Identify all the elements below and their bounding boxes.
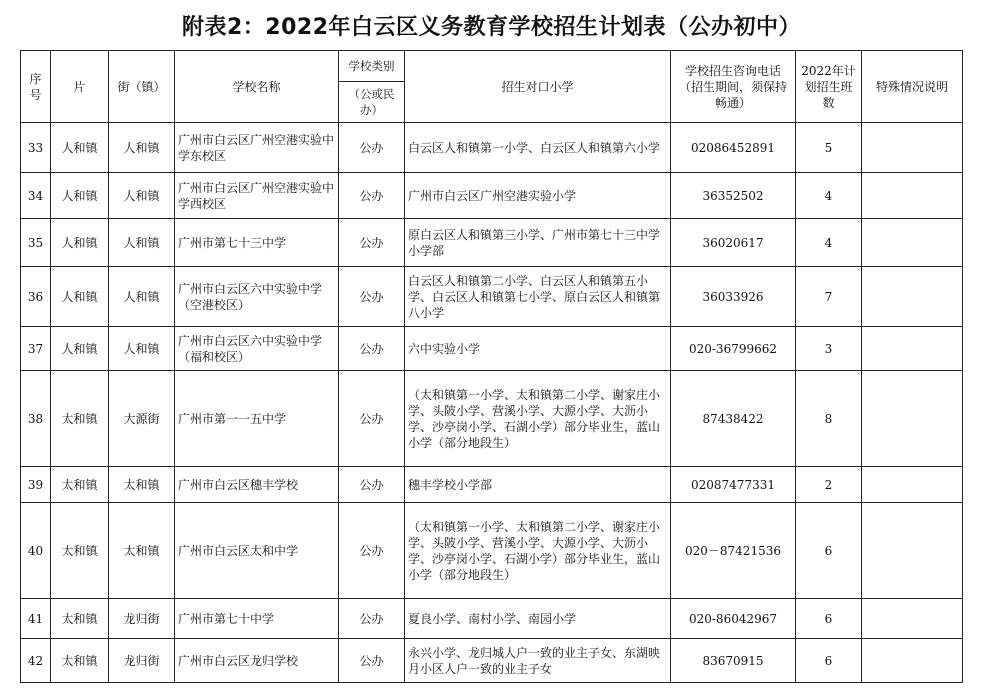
cell-area: 太和镇 <box>51 467 109 503</box>
enrollment-plan-table <box>20 50 963 683</box>
cell-notes <box>862 327 963 371</box>
cell-seq: 34 <box>21 173 51 219</box>
cell-feeder: （太和镇第一小学、太和镇第二小学、谢家庄小学、头陂小学、营溪小学、大源小学、大沥小学、沙亭岗小学、石湖小学）部分毕业生，蓝山小学（部分地段生） <box>405 503 671 599</box>
cell-street: 人和镇 <box>109 327 175 371</box>
cell-school-type: 公办 <box>339 371 405 467</box>
cell-feeder: 白云区人和镇第一小学、白云区人和镇第六小学 <box>405 123 671 173</box>
cell-feeder: 白云区人和镇第二小学、白云区人和镇第五小学、白云区人和镇第七小学、原白云区人和镇第八小学 <box>405 267 671 327</box>
cell-school-type: 公办 <box>339 639 405 683</box>
cell-seq: 38 <box>21 371 51 467</box>
cell-phone: 36020617 <box>671 219 796 267</box>
table-row <box>21 219 963 267</box>
cell-phone: 83670915 <box>671 639 796 683</box>
page-title: 附表2：2022年白云区义务教育学校招生计划表（公办初中） <box>181 15 802 40</box>
cell-notes <box>862 219 963 267</box>
cell-classes: 6 <box>796 639 862 683</box>
cell-seq: 36 <box>21 267 51 327</box>
cell-seq: 35 <box>21 219 51 267</box>
cell-street: 太和镇 <box>109 467 175 503</box>
cell-seq: 39 <box>21 467 51 503</box>
cell-street: 人和镇 <box>109 267 175 327</box>
header-seq: 序号 <box>21 51 51 123</box>
cell-phone: 36033926 <box>671 267 796 327</box>
cell-notes <box>862 267 963 327</box>
cell-street: 大源街 <box>109 371 175 467</box>
cell-classes: 7 <box>796 267 862 327</box>
cell-feeder: 广州市白云区广州空港实验小学 <box>405 173 671 219</box>
cell-feeder: 夏良小学、南村小学、南园小学 <box>405 599 671 639</box>
cell-school-type: 公办 <box>339 467 405 503</box>
table-row <box>21 371 963 467</box>
cell-notes <box>862 173 963 219</box>
table-row <box>21 173 963 219</box>
table-row <box>21 503 963 599</box>
cell-classes: 5 <box>796 123 862 173</box>
cell-feeder: 原白云区人和镇第三小学、广州市第七十三中学小学部 <box>405 219 671 267</box>
cell-phone: 87438422 <box>671 371 796 467</box>
cell-area: 太和镇 <box>51 503 109 599</box>
cell-feeder: （太和镇第一小学、太和镇第二小学、谢家庄小学、头陂小学、营溪小学、大源小学、大沥小学、沙亭岗小学、石湖小学）部分毕业生，蓝山小学（部分地段生） <box>405 371 671 467</box>
table-row <box>21 123 963 173</box>
cell-street: 人和镇 <box>109 123 175 173</box>
cell-area: 人和镇 <box>51 267 109 327</box>
cell-classes: 8 <box>796 371 862 467</box>
cell-seq: 40 <box>21 503 51 599</box>
table-row <box>21 639 963 683</box>
cell-area: 太和镇 <box>51 371 109 467</box>
cell-feeder: 穗丰学校小学部 <box>405 467 671 503</box>
table-row <box>21 467 963 503</box>
table-row <box>21 327 963 371</box>
cell-feeder: 六中实验小学 <box>405 327 671 371</box>
cell-area: 人和镇 <box>51 219 109 267</box>
cell-school-name: 广州市白云区太和中学 <box>175 503 339 599</box>
header-street: 街（镇） <box>109 51 175 123</box>
cell-classes: 2 <box>796 467 862 503</box>
table-row <box>21 599 963 639</box>
header-notes: 特殊情况说明 <box>862 51 963 123</box>
cell-school-type: 公办 <box>339 219 405 267</box>
cell-school-type: 公办 <box>339 123 405 173</box>
cell-school-type: 公办 <box>339 173 405 219</box>
cell-phone: 020-36799662 <box>671 327 796 371</box>
cell-phone: 020－87421536 <box>671 503 796 599</box>
cell-phone: 36352502 <box>671 173 796 219</box>
cell-school-name: 广州市白云区穗丰学校 <box>175 467 339 503</box>
cell-classes: 6 <box>796 503 862 599</box>
cell-notes <box>862 371 963 467</box>
header-area: 片 <box>51 51 109 123</box>
cell-phone: 02087477331 <box>671 467 796 503</box>
cell-seq: 37 <box>21 327 51 371</box>
header-feeder: 招生对口小学 <box>405 51 671 123</box>
cell-school-name: 广州市白云区六中实验中学（空港校区） <box>175 267 339 327</box>
cell-area: 太和镇 <box>51 639 109 683</box>
cell-notes <box>862 639 963 683</box>
cell-school-name: 广州市白云区广州空港实验中学西校区 <box>175 173 339 219</box>
cell-area: 人和镇 <box>51 327 109 371</box>
cell-notes <box>862 123 963 173</box>
cell-classes: 4 <box>796 173 862 219</box>
cell-school-type: 公办 <box>339 327 405 371</box>
table-row <box>21 267 963 327</box>
cell-school-name: 广州市白云区六中实验中学（福和校区） <box>175 327 339 371</box>
cell-classes: 6 <box>796 599 862 639</box>
cell-notes <box>862 467 963 503</box>
cell-street: 太和镇 <box>109 503 175 599</box>
cell-area: 人和镇 <box>51 173 109 219</box>
cell-school-name: 广州市第七十中学 <box>175 599 339 639</box>
cell-school-name: 广州市白云区龙归学校 <box>175 639 339 683</box>
cell-seq: 42 <box>21 639 51 683</box>
cell-phone: 020-86042967 <box>671 599 796 639</box>
cell-school-type: 公办 <box>339 503 405 599</box>
cell-school-name: 广州市第一一五中学 <box>175 371 339 467</box>
cell-notes <box>862 599 963 639</box>
cell-school-type: 公办 <box>339 267 405 327</box>
header-school-type-sub: （公或民办） <box>339 82 405 123</box>
cell-phone: 02086452891 <box>671 123 796 173</box>
cell-school-type: 公办 <box>339 599 405 639</box>
header-classes: 2022年计划招生班数 <box>796 51 862 123</box>
cell-area: 人和镇 <box>51 123 109 173</box>
cell-school-name: 广州市第七十三中学 <box>175 219 339 267</box>
cell-feeder: 永兴小学、龙归城人户一致的业主子女、东湖映月小区人户一致的业主子女 <box>405 639 671 683</box>
cell-street: 龙归街 <box>109 639 175 683</box>
cell-classes: 3 <box>796 327 862 371</box>
cell-street: 人和镇 <box>109 219 175 267</box>
cell-classes: 4 <box>796 219 862 267</box>
header-phone: 学校招生咨询电话（招生期间，须保持畅通） <box>671 51 796 123</box>
cell-seq: 33 <box>21 123 51 173</box>
cell-area: 太和镇 <box>51 599 109 639</box>
cell-notes <box>862 503 963 599</box>
cell-seq: 41 <box>21 599 51 639</box>
header-school-type: 学校类别 <box>339 51 405 82</box>
cell-street: 人和镇 <box>109 173 175 219</box>
cell-school-name: 广州市白云区广州空港实验中学东校区 <box>175 123 339 173</box>
header-school-name: 学校名称 <box>175 51 339 123</box>
cell-street: 龙归街 <box>109 599 175 639</box>
